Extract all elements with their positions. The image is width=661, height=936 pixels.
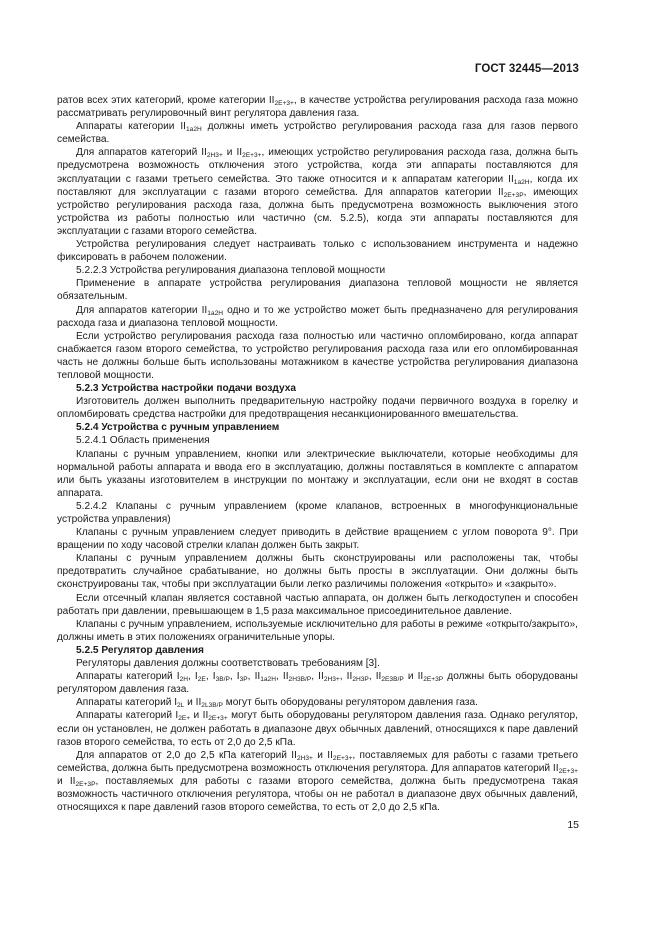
section-heading: 5.2.3 Устройства настройки подачи воздуха <box>76 383 296 395</box>
document-body <box>57 94 578 814</box>
subsection-heading: 5.2.4.2 Клапаны с ручным управлением (кроме клапанов, встроенных в многофункциональные устройства управления) <box>57 500 578 525</box>
paragraph: Аппараты категории $II_{1a2H}$ должны иметь устройство регулирования расхода газа для газов первого семейства. <box>57 121 578 146</box>
paragraph: Для аппаратов категории $II_{1a2H}$ одно и то же устройство может быть предназначено для регулирования расхода газа и диапазона тепловой мощности. <box>57 304 578 329</box>
paragraph: Клапаны с ручным управлением должны быть сконструированы или расположены так, чтобы предотвратить случайное срабатывание, но должны быть просты в эксплуатации. Они должны быть сконструированы так, чтобы при эксплуатации были легко различимы положения «открыто» и «закрыто». <box>57 553 578 591</box>
paragraph: Клапаны с ручным управлением, используемые исключительно для работы в режиме «открыто/закрыто», должны иметь в этих положениях ограничительные упоры. <box>57 618 578 643</box>
paragraph: Если отсечный клапан является составной частью аппарата, он должен быть легкодоступен и способен работать при давлении, превышающем в 1,5 раза максимальное присоединительное давление. <box>57 592 578 617</box>
paragraph: Регуляторы давления должны соответствовать требованиям [3]. <box>76 658 380 670</box>
paragraph: Для аппаратов от 2,0 до 2,5 кПа категорий $II_{2H3+}$ и $II_{2E+3+}$, поставляемых для работы с газами третьего семейства, должна быть предусмотрена возможность отключения регулятора. Для аппаратов категорий $II_{2E+3+}$ и $II_{2E+3P}$, поставляемых для работы с газами второго семейства, должна быть предусмотрена такая возможность частичного отключения регулятора, чтобы он не работал в диапазоне двух обычных давлений, относящихся к паре давлений газов второго семейства, то есть от 2,0 до 2,5 кПа. <box>57 749 578 814</box>
section-heading: 5.2.5 Регулятор давления <box>76 644 204 656</box>
paragraph: Аппараты категорий $I_{2E+}$ и $II_{2E+3+}$ могут быть оборудованы регулятором давления газа. Однако регулятор, если он установлен, не должен работать в диапазоне двух обычных давлений, относящихся к паре давлений газов второго семейства, то есть от 2,0 до 2,5 кПа. <box>57 710 578 748</box>
paragraph: ратов всех этих категорий, кроме категории $II_{2E+3+}$, в качестве устройства регулирования расхода газа можно рассматривать регулировочный винт регулятора давления газа. <box>57 95 578 120</box>
paragraph: Если устройство регулирования расхода газа полностью или частично опломбировано, когда аппарат снабжается газом второго семейства, то устройство регулирования расхода газа или его опломбированная часть не должны больше быть использованы мотажником в качестве устройства регулирования диапазона тепловой мощности. <box>57 330 578 381</box>
paragraph: Устройства регулирования следует настраивать только с использованием инструмента и надежно фиксировать в рабочем положении. <box>57 239 578 264</box>
paragraph: Аппараты категорий $I_{2H}$, $I_{2E}$, $I_{3B/P}$, $I_{3P}$, $II_{1a2H}$, $II_{2H3B/P}$, $II_{2H3+}$, $II_{2H3P}$, $II_{2E3B/P}$ и $II_{2E+3P}$ должны быть оборудованы регулятором давления газа. <box>57 671 578 696</box>
subsection-heading: 5.2.4.1 Область применения <box>76 435 210 447</box>
paragraph: Аппараты категорий $I_{2L}$ и $II_{2L3B/P}$ могут быть оборудованы регулятором давления газа. <box>76 697 478 710</box>
subsection-heading: 5.2.2.3 Устройства регулирования диапазона тепловой мощности <box>76 265 386 277</box>
page-number: 15 <box>567 819 579 831</box>
paragraph: Применение в аппарате устройства регулирования диапазона тепловой мощности не является обязательным. <box>57 278 578 303</box>
paragraph: Клапаны с ручным управлением, кнопки или электрические выключатели, которые необходимы для нормальной работы аппарата и ввода его в эксплуатацию, должны поставляться в комплекте с аппаратом или быть указаны изготовителем в инструкции по монтажу и эксплуатации, если они не входят в состав аппарата. <box>57 448 578 499</box>
section-heading: 5.2.4 Устройства с ручным управлением <box>76 422 280 434</box>
paragraph: Клапаны с ручным управлением следует приводить в действие вращением с углом поворота 9°. При вращении по ходу часовой стрелки клапан должен быть закрыт. <box>57 527 578 552</box>
paragraph: Изготовитель должен выполнить предварительную настройку подачи первичного воздуха в горелку и опломбировать средства настройки для предотвращения несанкционированного вмешательства. <box>57 396 578 421</box>
paragraph: Для аппаратов категорий $II_{2H3+}$ и $II_{2E+3+}$, имеющих устройство регулирования расхода газа, должна быть предусмотрена возможность отключения этого устройства, когда эти аппараты поставляются для эксплуатации с газами третьего семейства. Это также относится и к аппаратам категории $II_{1a2H}$, когда их поставляют для эксплуатации с газами второго семейства. Для аппаратов категории $II_{2E+3P}$, имеющих устройство регулирования расхода газа, должна быть предусмотрена возможность выключения этого устройства из работы полностью или частично (см. 5.2.5), когда эти аппараты поставляются для эксплуатации с газами второго семейства. <box>57 147 578 237</box>
document-code-header: ГОСТ 32445—2013 <box>474 63 579 75</box>
